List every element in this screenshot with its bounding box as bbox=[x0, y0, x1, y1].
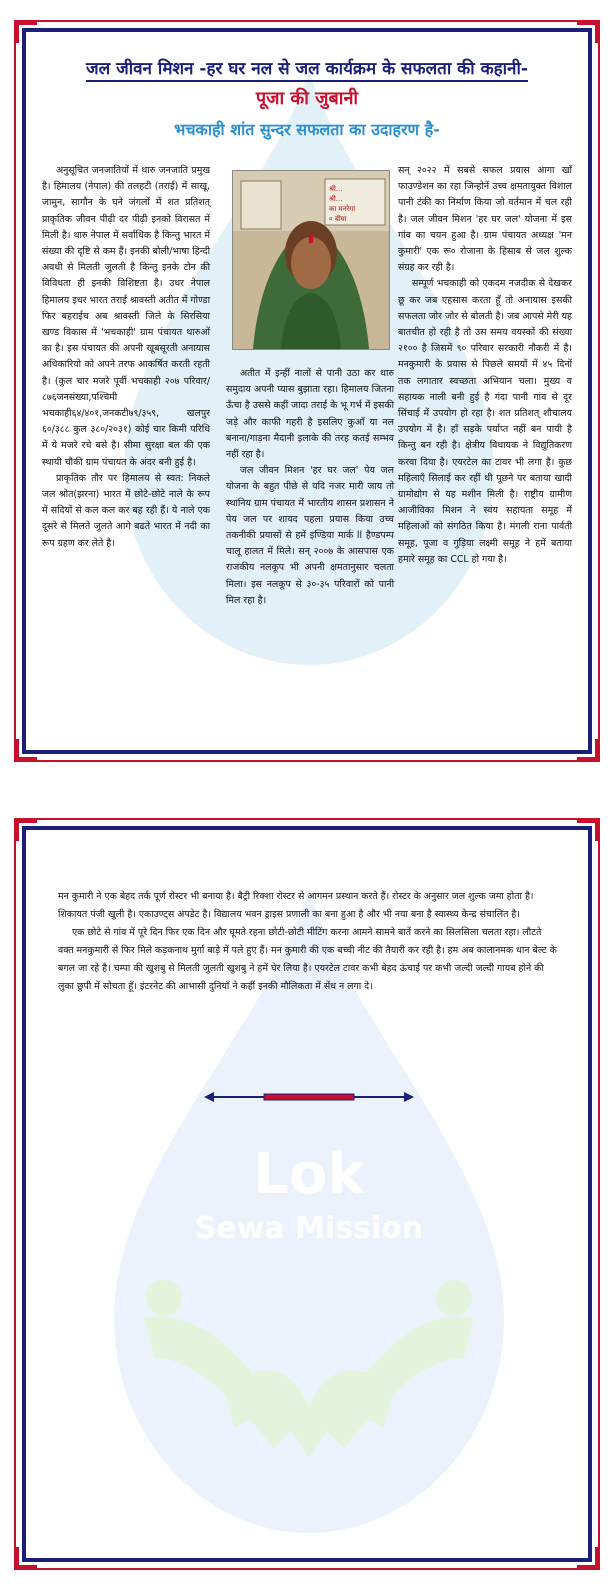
portrait-illustration bbox=[233, 171, 389, 349]
portrait-photo bbox=[232, 170, 390, 350]
paragraph: सन् २०२२ में सबसे सफल प्रयास आगा खाँ फाउण्डेशन का रहा जिन्होनें उच्च क्षमतायुक्त विशाल पानी टंकी का निर्माण किया जो वर्तमान में चल रही है। जल जीवन मिशन 'हर घर जल' योजना में इस गांव का चयन हुआ है। ग्राम पंचायत अध्यक्ष 'मन कुमारी' एक रू० रोजाना के हिसाब से जल शुल्क संग्रह कर रही है। bbox=[398, 165, 572, 274]
story-subtitle: पूजा की जुबानी bbox=[255, 88, 359, 109]
watermark-text-mission: Sewa Mission bbox=[194, 1211, 424, 1246]
article-column-one bbox=[42, 163, 210, 552]
corner-ornament bbox=[577, 1547, 598, 1568]
page-one bbox=[14, 20, 600, 762]
paragraph: सम्पूर्ण भचकाही को एकदम नजदीक से देखकर छू कर जब एहसास करता हूँ तो अनायास इसकी सफलता जोर जोर से बोलती है। जब आपसे मेरी यह बातचीत हो रही है तो उस समय वयस्कों की संख्या २१०० है जिसमें ९० परिवार सरकारी नौकरी में है। मनकुमारी के प्रयास से पिछले समयों में ४५ दिनों तक लगातार स्वच्छता अभियान चला। मुख्य व सहायक नाली बनी हुई है गंदा पानी गांव से दूर सिंचाई में उपयोग हो रहा है। शत प्रतिशत् शौचालय उपयोग में है। हाँ सड़के पर्याप्त नहीं बन पायी है किन्तु बन रही है। क्षेत्रीय विधायक ने विद्युतिकरण करवा दिया है। एयरटेल का टावर भी लगा है। कुछ महिलाएँ सिलाई कर रहीं थी पूछने पर बताया खादी ग्रामोद्योग से यह मशीन मिली है। राष्ट्रीय ग्रामीण आजीविका मिशन ने स्वंय सहायता समूह में महिलाओं को संगठित किया है। मंगली राना पार्वती समूह, पूजा व गुड़िया लक्ष्मी समूह ने हमें बताया हमारे समूह का CCL हो गया है। bbox=[398, 278, 572, 565]
page-title bbox=[14, 56, 600, 79]
corner-ornament bbox=[577, 820, 598, 841]
paragraph: जल जीवन मिशन 'हर घर जल' पेय जल योजना के बहुत पीछे से यदि नजर मारी जाय तो स्थानिय ग्राम पंचायत में भारतीय शासन प्रशासन ने पेय जल पर शायद पहला प्रयास किया उच्च तकनीकी प्रयासों से हमें इण्डिया मार्क ll हैण्डपम्प चालू हालत में मिले। सन् २००७ के आसपास एक राजकीय नलकूप भी अपनी क्षमतानुसार चलता मिला। इस नलकूप से ३०-३५ परिवारों को पानी मिल रहा है। bbox=[226, 465, 394, 606]
story-tagline: भचकाही शांत सुन्दर सफलता का उदाहरण है- bbox=[174, 120, 440, 139]
article-continuation bbox=[58, 888, 558, 996]
paragraph: अतीत में इन्हीं नालों से पानी उठा कर थारु समुदाय अपनी प्यास बुझाता रहा। हिमालय जितना ऊँचा है उससे कहीं जादा तराई के भू गर्भ में इसकी जड़े और काफी गहरी है इसलिए कुआँ या नल बनाना/गाड़ना मैदानी इलाके की तरह कतई सम्भव नहीं रहा है। bbox=[226, 368, 394, 461]
corner-ornament bbox=[577, 739, 598, 760]
paragraph: अनुसूचित जनजातियों में थारु जनजाति प्रमुख है। हिमालय (नेपाल) की तलहटी (तराई) में साखू, जामुन, सागौन के घने जंगलों में शत प्रतिशत् प्राकृतिक जीवन पीढ़ी दर पीढ़ी इनको विरासत में मिली है। थारु नेपाल में सर्वाधिक है किन्तु भारत में संख्या की दृष्टि से कम हैं। इनकी बोली/भाषा हिन्दी अवधी से मिलती जुलती है किन्तु इनके टोन की विविधता ही इनकी विशिष्टता है। उधर नेपाल हिमालय इधर भारत तराई श्रावस्ती अतीत में गोण्डा फिर बहराईच अब श्रावस्ती जिले के सिरसिया खण्ड विकास में 'भचकाही' ग्राम पंचायत थारुओं का है। इस पंचायत की अपनी खूबसूरती अनायास अधिकारियो को अपने तरफ आकर्षित करती रहती है। (कुल चार मजरे पूर्वी भचकाही २०७ परिवार/८७६जनसंख्या,पश्चिमी भचकाही६४/४०१,जनकटी७९/३५९, खलपुर ६०/३८८ कुल ३८०/२०३१) कोई चार किमी परिधि में ये मजरे रचे बसे है। सीमा सुरक्षा बल की एक स्थायी चौकी ग्राम पंचायत के अंदर बनी हुई है। bbox=[42, 165, 210, 468]
board-text: श्री... bbox=[329, 195, 343, 203]
article-column-two bbox=[226, 366, 394, 609]
board-text: का मनरेगा bbox=[329, 205, 356, 213]
corner-ornament bbox=[16, 22, 37, 43]
board-text: श्री... bbox=[329, 185, 343, 193]
paragraph: मन कुमारी ने एक बेहद तर्क पूर्ण रोस्टर भी बनाया है। बैट्री रिक्शा रोस्टर से आगमन प्रस्थान करते हैं। रोस्टर के अनुसार जल शुल्क जमा होता है। शिकायत पंजी खुली है। एकाउण्ट्स अपडेट है। विद्यालय भवन ड्राइस प्रणाली का बना हुआ है और भी नया बना है स्वास्थ्य केन्द्र संचालित है। bbox=[58, 891, 534, 920]
page-title-text: जल जीवन मिशन -हर घर नल से जल कार्यक्रम के सफलता की कहानी- bbox=[86, 59, 528, 82]
watermark-text-lok: Lok bbox=[253, 1142, 365, 1207]
corner-ornament bbox=[577, 22, 598, 43]
page-two bbox=[14, 818, 600, 1570]
paragraph: प्राकृतिक तौर पर हिमालय से स्वत: निकले जल श्रोत(झरना) भारत में छोटे-छोटे नाले के रूप में सदियों से कल कल कर बह रही हैं। ये नाले एक दूसरे से मिलते जुलते आगे बढते भारत में नदी का रूप ग्रहण कर लेते है। bbox=[42, 472, 210, 549]
board-text: ० बीघा bbox=[329, 215, 347, 223]
article-column-three bbox=[398, 163, 572, 568]
corner-ornament bbox=[16, 820, 37, 841]
corner-ornament bbox=[16, 739, 37, 760]
corner-ornament bbox=[16, 1547, 37, 1568]
paragraph: एक छोटे से गांव में पूरे दिन फिर एक दिन और घूमते रहना छोटी-छोटी मीटिंग करना आमने सामने बातें करने का सिलसिला चलता रहा। लौटते वक्त मनकुमारी से फिर मिले कड़कनाथ मुर्गा बाड़े में पले हुए हैं। मन कुमारी की एक बच्ची नीट की तैयारी कर रही है। हम अब कालानमक धान बेल्ट के बगल जा रहे है। चम्पा की खुशबु से मिलती जुलती खुशबु ने हमें घेर लिया है। एयरटेल टावर कभी बेहद ऊंचाई पर कभी जल्दी जल्दी गायब होने की लुका छुपी में सोचता हूँ। इंटरनेट की आभासी दुनियाँ ने कहीं इनकी मौलिकता में सेंध न लगा दे। bbox=[58, 927, 557, 992]
section-divider bbox=[204, 1090, 414, 1104]
